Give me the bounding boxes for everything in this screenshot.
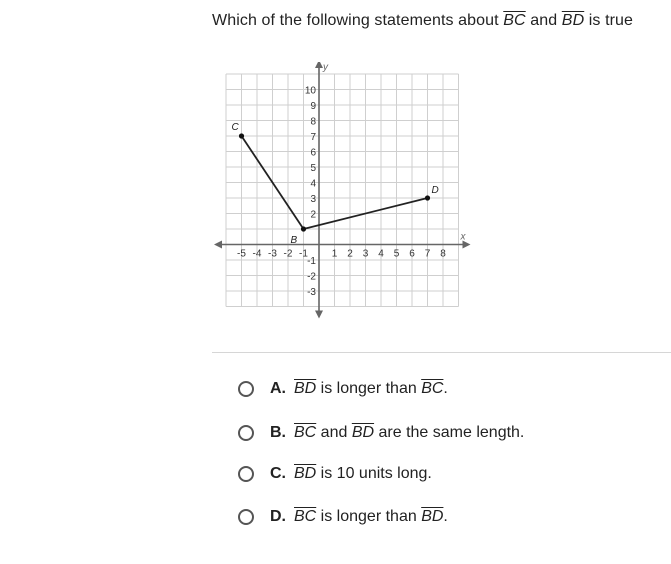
x-tick-label: 5	[393, 248, 400, 260]
y-tick-label: 2	[310, 209, 316, 221]
y-tick-label: 9	[310, 101, 316, 112]
answer-choice-b[interactable]	[238, 420, 524, 446]
x-axis-arrow-left	[214, 241, 222, 249]
question-prefix: Which of the following statements about	[212, 12, 504, 29]
choice-letter: C.	[270, 465, 286, 482]
segment-name: $\overline{BC}$	[294, 508, 317, 525]
choice-letter: B.	[270, 424, 286, 441]
answer-choice-d[interactable]	[238, 504, 448, 530]
x-tick-label: 4	[378, 248, 384, 260]
y-tick-label: 8	[310, 116, 316, 128]
x-tick-label: -1	[299, 248, 308, 260]
coordinate-graph	[210, 62, 480, 332]
x-tick-label: -5	[237, 248, 246, 260]
y-axis-label: y	[323, 62, 328, 73]
x-tick-label: 6	[409, 248, 415, 260]
segment-name: $\overline{BD}$	[294, 465, 317, 482]
x-tick-label: 1	[331, 248, 338, 260]
y-tick-label: 3	[310, 194, 316, 205]
choice-text: is longer than	[316, 380, 422, 397]
point-b	[301, 226, 306, 231]
choice-text: .	[443, 508, 448, 525]
point-label-b: B	[290, 235, 298, 246]
y-axis-arrow-up	[315, 62, 323, 68]
x-tick-label: 8	[440, 248, 446, 260]
divider	[212, 352, 671, 353]
choice-letter: D.	[270, 508, 286, 525]
choice-text: and	[316, 424, 352, 441]
y-tick-label: 10	[304, 85, 316, 97]
radio-button[interactable]	[238, 509, 254, 525]
question-segment-bc: $\overline{BC}$	[503, 12, 526, 29]
point-label-d: D	[431, 185, 439, 196]
choice-text: .	[443, 380, 448, 397]
point-d	[425, 195, 430, 200]
y-tick-label: 4	[310, 178, 316, 190]
x-tick-label: -2	[283, 248, 293, 260]
radio-button[interactable]	[238, 466, 254, 482]
x-tick-label: 2	[347, 248, 353, 260]
radio-button[interactable]	[238, 425, 254, 441]
question-suffix: is true	[584, 12, 634, 29]
segment-name: $\overline{BC}$	[421, 380, 444, 397]
segment-name: $\overline{BD}$	[294, 380, 317, 397]
x-tick-label: -4	[252, 248, 262, 260]
choice-letter: A.	[270, 380, 286, 397]
question-segment-bd: $\overline{BD}$	[561, 12, 585, 29]
answer-choice-a[interactable]	[238, 376, 448, 402]
y-axis-arrow-down	[315, 311, 323, 319]
answer-choice-c[interactable]	[238, 461, 432, 487]
choice-text: is longer than	[316, 508, 422, 525]
choice-text: are the same length.	[374, 424, 525, 441]
radio-button[interactable]	[238, 381, 254, 397]
y-tick-label: 7	[310, 132, 316, 143]
y-tick-label: -1	[307, 256, 316, 267]
y-tick-label: -3	[307, 287, 316, 298]
segment-name: $\overline{BD}$	[351, 424, 375, 441]
x-tick-label: 7	[424, 248, 431, 260]
x-tick-label: -3	[268, 248, 277, 260]
y-tick-label: 6	[310, 147, 316, 159]
segment-name: $\overline{BD}$	[421, 508, 444, 525]
choice-text: is 10 units long.	[316, 465, 432, 482]
point-c	[239, 133, 244, 138]
segment-name: $\overline{BC}$	[294, 424, 317, 441]
y-tick-label: 5	[310, 163, 316, 174]
question-mid: and	[525, 12, 562, 29]
question-text	[212, 12, 671, 30]
x-tick-label: 3	[362, 248, 369, 260]
y-tick-label: -2	[307, 271, 316, 283]
point-label-c: C	[231, 122, 239, 133]
x-axis-label: x	[460, 231, 466, 243]
